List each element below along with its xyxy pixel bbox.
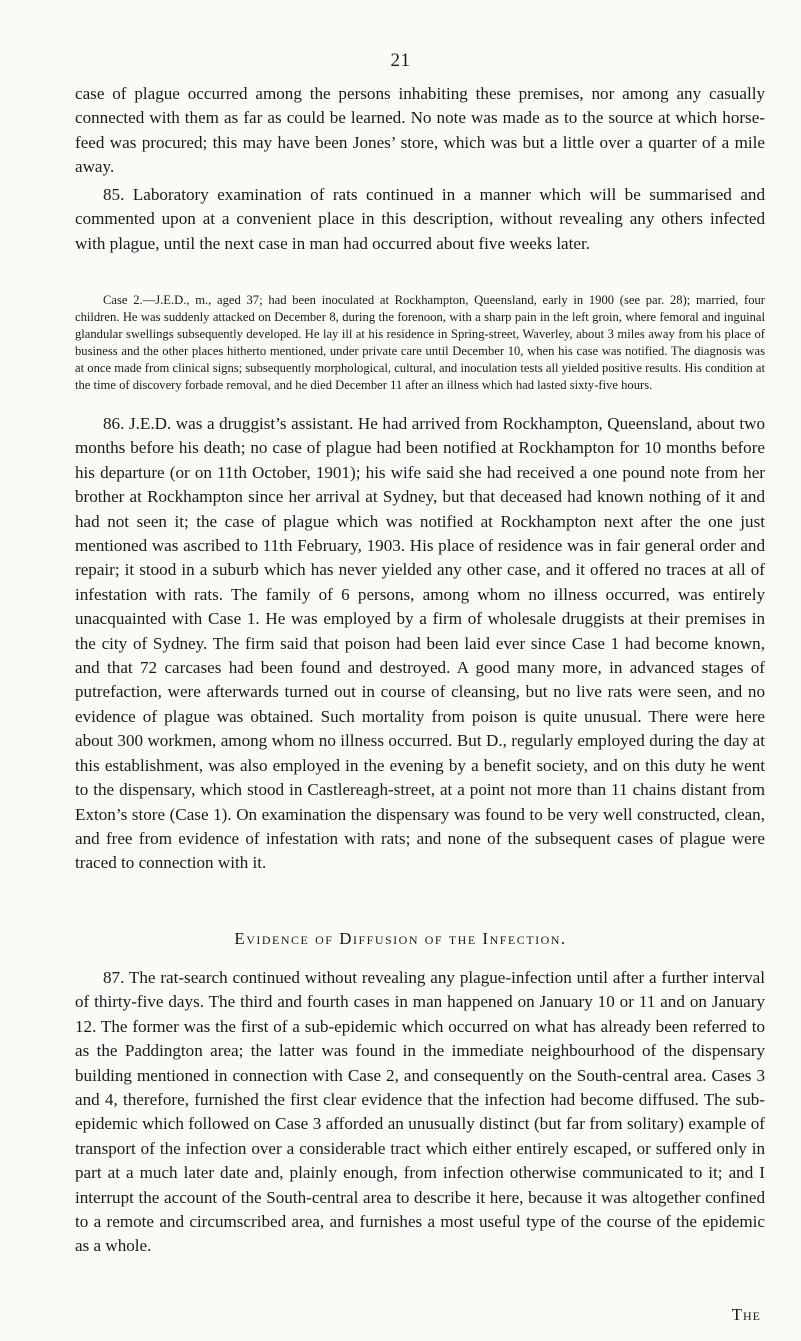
paragraph-87: 87. The rat-search continued without revealing any plague-infection until after a further interval of thirty-five days. The third and fourth cases in man happened on January 10 or 11 and on January 12. The former was the first of a sub-epidemic which occurred on what has already been referred to as the Paddington area; the latter was found in the immediate neighbourhood of the dispensary building mentioned in connection with Case 2, and consequently on the South-central area. Cases 3 and 4, therefore, furnished the first clear evidence that the infection had become diffused. The sub-epidemic which followed on Case 3 afforded an unusually distinct (but far from solitary) example of transport of the infection over a considerable tract which either entirely escaped, or suffered only in part at a much later date and, plainly enough, from infection otherwise communicated to it; and I interrupt the account of the South-central area to describe it here, because it was altogether confined to a remote and circumscribed area, and furnishes a most useful type of the course of the epidemic as a whole. <box>75 968 765 1256</box>
page-number: 21 <box>390 50 411 71</box>
paragraph-86: 86. J.E.D. was a druggist’s assistant. He had arrived from Rockhampton, Queensland, about two months before his death; no case of plague had been notified at Rockhampton for 10 months before his departure (or on 11th October, 1901); his wife said she had received a one pound note from her brother at Rockhampton since her arrival at Sydney, but that deceased had known nothing of it and had not seen it; the case of plague which was notified at Rockhampton next after the one just mentioned was ascribed to 11th February, 1903. His place of residence was in fair general order and repair; it stood in a suburb which has never yielded any other case, and it offered no traces at all of infestation with rats. The family of 6 persons, among whom no illness occurred, was entirely unacquainted with Case 1. He was employed by a firm of wholesale druggists at their premises in the city of Sydney. The firm said that poison had been laid ever since Case 1 had become known, and that 72 carcases had been found and destroyed. A good many more, in advanced stages of putrefaction, were afterwards turned out in course of cleansing, but no live rats were seen, and no evidence of plague was obtained. Such mortality from poison is quite unusual. There were here about 300 workmen, among whom no illness occurred. But D., regularly employed during the day at this establishment, was also employed in the evening by a benefit society, and on this duty he went to the dispensary, which stood in Castlereagh-street, at a point not more than 11 chains distant from Exton’s store (Case 1). On examination the dispensary was found to be very well constructed, clean, and free from evidence of infestation with rats; and none of the subsequent cases of plague were traced to connection with it. <box>75 414 765 873</box>
paragraph-continuation: case of plague occurred among the persons inhabiting these premises, nor among any casually connected with them as far as could be learned. No note was made as to the source at which horse-feed was procured; this may have been Jones’ store, which was but a little over a quarter of a mile away. <box>75 84 765 177</box>
catchword: The <box>731 1305 761 1324</box>
case-2-note: Case 2.—J.E.D., m., aged 37; had been inoculated at Rockhampton, Queensland, early in 1900 (see par. 28); married, four children. He was suddenly attacked on December 8, during the forenoon, with a sharp pain in the left groin, where femoral and inguinal glandular swellings subsequently developed. He lay ill at his residence in Spring-street, Waverley, about 3 miles away from his place of business and the other places hitherto mentioned, under private care until December 10, when his case was notified. The diagnosis was at once made from clinical signs; subsequently morphological, cultural, and inoculation tests all yielded positive results. His condition at the time of discovery forbade removal, and he died December 11 after an illness which had lasted sixty-five hours. <box>75 293 765 393</box>
paragraph-85: 85. Laboratory examination of rats continued in a manner which will be summarised and commented upon at a convenient place in this description, without revealing any others infected with plague, until the next case in man had occurred about five weeks later. <box>75 185 765 253</box>
section-heading: Evidence of Diffusion of the Infection. <box>234 929 567 948</box>
